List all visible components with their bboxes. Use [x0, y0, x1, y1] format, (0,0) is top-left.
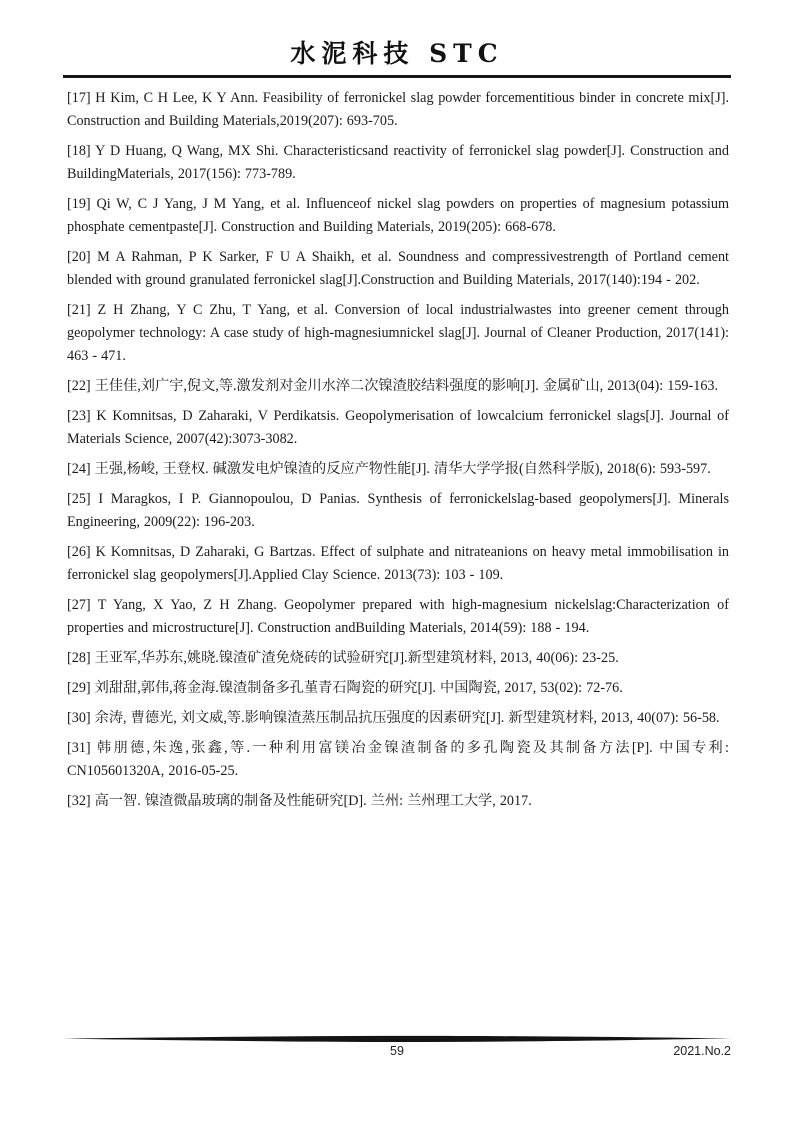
- reference-list: [67, 87, 729, 813]
- reference-18: [18] Y D Huang, Q Wang, MX Shi. Characteristicsand reactivity of ferronickel slag powder[J]. Construction and BuildingMaterials, 2017(156): 773-789.: [67, 143, 729, 182]
- page-number: 59: [390, 1044, 404, 1058]
- reference-23: [23] K Komnitsas, D Zaharaki, V Perdikatsis. Geopolymerisation of lowcalcium ferronickel slags[J]. Journal of Materials Science, 2007(42):3073-3082.: [67, 408, 729, 447]
- issue-number: 2021.No.2: [673, 1044, 731, 1058]
- footer-row: [63, 1044, 731, 1060]
- journal-header: [63, 0, 731, 78]
- reference-27: [27] T Yang, X Yao, Z H Zhang. Geopolymer prepared with high-magnesium nickelslag:Characterization of properties and microstructure[J]. Construction andBuilding Materials, 2014(59): 188 - 194.: [67, 597, 729, 636]
- footer-rule: [63, 1035, 731, 1043]
- reference-30: [30] 余涛, 曹德光, 刘文威,等.影响镍渣蒸压制品抗压强度的因素研究[J]. 新型建筑材料, 2013, 40(07): 56-58.: [67, 710, 720, 726]
- reference-31: [31] 韩朋德,朱逸,张鑫,等.一种利用富镁冶金镍渣制备的多孔陶瓷及其制备方法[P]. 中国专利: CN105601320A, 2016-05-25.: [67, 740, 729, 779]
- page-footer: [63, 1035, 731, 1060]
- reference-19: [19] Qi W, C J Yang, J M Yang, et al. Influenceof nickel slag powders on properties of magnesium potassium phosphate cementpaste[J]. Construction and Building Materials, 2019(205): 668-678.: [67, 196, 729, 235]
- reference-26: [26] K Komnitsas, D Zaharaki, G Bartzas. Effect of sulphate and nitrateanions on heavy metal immobilisation in ferronickel slag geopolymers[J].Applied Clay Science. 2013(73): 103 - 109.: [67, 544, 729, 583]
- reference-22: [22] 王佳佳,刘广宇,倪文,等.激发剂对金川水淬二次镍渣胶结料强度的影响[J]. 金属矿山, 2013(04): 159-163.: [67, 378, 719, 394]
- reference-32: [32] 高一智. 镍渣微晶玻璃的制备及性能研究[D]. 兰州: 兰州理工大学, 2017.: [67, 793, 532, 809]
- reference-21: [21] Z H Zhang, Y C Zhu, T Yang, et al. Conversion of local industrialwastes into greener cement through geopolymer technology: A case study of high-magnesiumnickel slag[J]. Journal of Cleaner Production, 2017(141): 463 - 471.: [67, 302, 729, 364]
- reference-29: [29] 刘甜甜,郭伟,蒋金海.镍渣制备多孔堇青石陶瓷的研究[J]. 中国陶瓷, 2017, 53(02): 72-76.: [67, 680, 623, 696]
- reference-20: [20] M A Rahman, P K Sarker, F U A Shaikh, et al. Soundness and compressivestrength of Portland cement blended with ground granulated ferronickel slag[J].Construction and Building Materials, 2017(140):194 - 202.: [67, 249, 729, 288]
- reference-17: [17] H Kim, C H Lee, K Y Ann. Feasibility of ferronickel slag powder forcementitious binder in concrete mix[J]. Construction and Building Materials,2019(207): 693-705.: [67, 90, 729, 129]
- journal-title: 水泥科技 STC: [290, 39, 504, 68]
- reference-28: [28] 王亚军,华苏东,姚晓.镍渣矿渣免烧砖的试验研究[J].新型建筑材料, 2013, 40(06): 23-25.: [67, 650, 619, 666]
- reference-24: [24] 王强,杨峻, 王登权. 碱激发电炉镍渣的反应产物性能[J]. 清华大学学报(自然科学版), 2018(6): 593-597.: [67, 461, 711, 477]
- reference-25: [25] I Maragkos, I P. Giannopoulou, D Panias. Synthesis of ferronickelslag-based geopolymers[J]. Minerals Engineering, 2009(22): 196-203.: [67, 491, 729, 530]
